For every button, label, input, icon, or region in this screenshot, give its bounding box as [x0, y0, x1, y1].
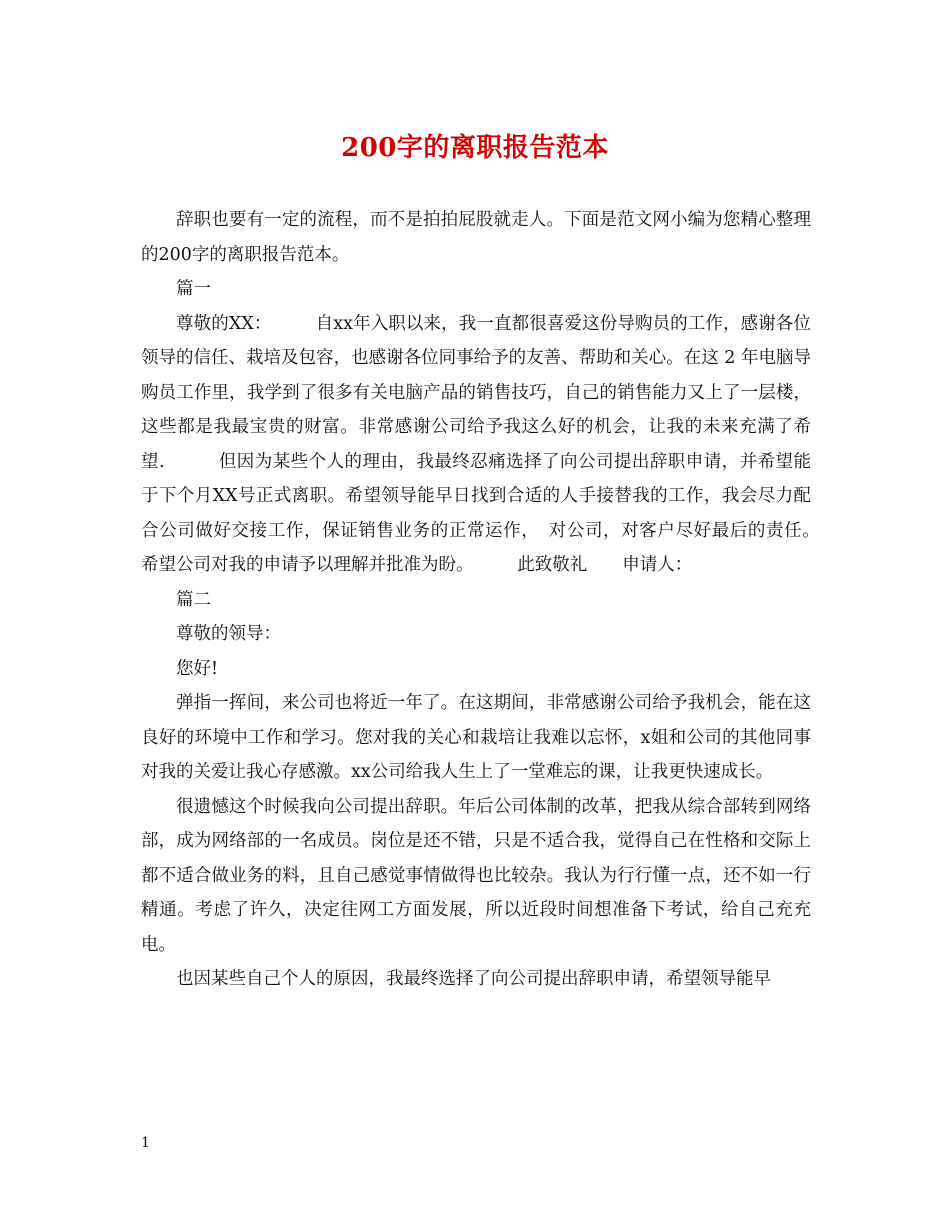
letter-2-paragraph: 很遗憾这个时候我向公司提出辞职。年后公司体制的改革，把我从综合部转到网络部，成为网络部的一名成员。岗位是还不错，只是不适合我，觉得自己在性格和交际上都不适合做业务的料，且自己感觉事情做得也比较杂。我认为行行懂一点，还不如一行精通。考虑了许久，决定往网工方面发展，所以近段时间想准备下考试，给自己充充电。	[141, 796, 811, 955]
letter-1-body: 尊敬的XX： 自xx年入职以来，我一直都很喜爱这份导购员的工作，感谢各位领导的信任、栽培及包容，也感谢各位同事给予的友善、帮助和关心。在这 2 年电脑导购员工作里，我学到了很多有关电脑产品的销售技巧，自己的销售能力又上了一层楼，这些都是我最宝贵的财富。非常感谢公司给予我这么好的机会，让我的未来充满了希望. 但因为某些个人的理由，我最终忍痛选择了向公司提出辞职申请，并希望能于下个月XX号正式离职。希望领导能早日找到合适的人手接替我的工作，我会尽力配合公司做好交接工作，保证销售业务的正常运作， 对公司，对客户尽好最后的责任。 希望公司对我的申请予以理解并批准为盼。 此致敬礼 申请人：	[141, 313, 864, 575]
document-body	[141, 203, 864, 997]
section-heading-2: 篇二	[176, 589, 211, 610]
document-title: 200字的离职报告范本	[341, 133, 609, 163]
page-number: 1	[141, 1135, 150, 1151]
letter-2-salutation: 尊敬的领导：	[176, 624, 281, 644]
letter-2-greeting: 您好!	[176, 658, 219, 679]
section-heading-1: 篇一	[176, 279, 211, 299]
intro-paragraph: 辞职也要有一定的流程，而不是拍拍屁股就走人。下面是范文网小编为您精心整理的200字的离职报告范本。	[141, 210, 811, 265]
letter-2-paragraph: 也因某些自己个人的原因，我最终选择了向公司提出辞职申请，希望领导能早	[176, 969, 771, 989]
letter-2-paragraph: 弹指一挥间，来公司也将近一年了。在这期间，非常感谢公司给予我机会，能在这良好的环境中工作和学习。您对我的关心和栽培让我难以忘怀，x姐和公司的其他同事对我的关爱让我心存感激。xx公司给我人生上了一堂难忘的课，让我更快速成长。	[141, 693, 811, 782]
